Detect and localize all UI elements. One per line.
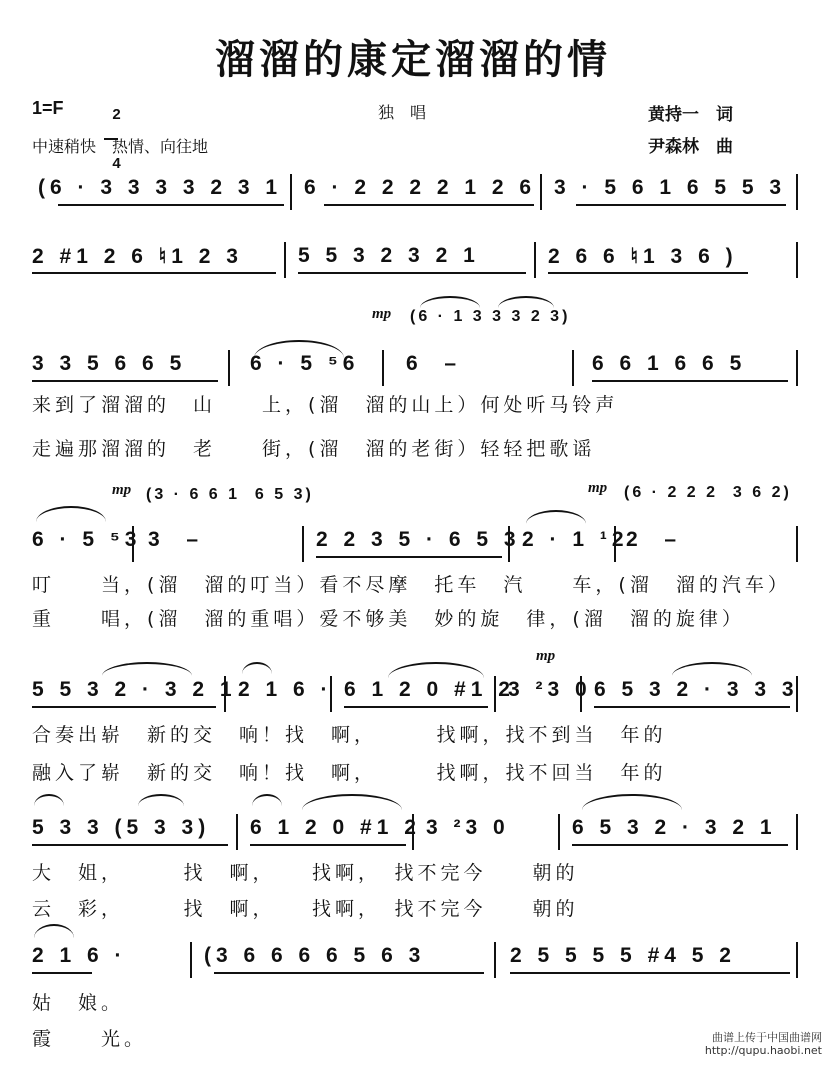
- barline: [302, 526, 304, 562]
- beam-line: [324, 204, 534, 206]
- staff-system-2: [32, 236, 798, 282]
- lyrics-6-verse-1: 大 姐， 找 啊， 找啊， 找不完今 朝的: [32, 862, 579, 884]
- barline: [290, 174, 292, 210]
- grace-phrase: (3 · 6 6 1 6 5 3): [146, 486, 314, 503]
- barline: [236, 814, 238, 850]
- measure-1-1: (6 · 3 3 3 3 2 3 1: [38, 176, 283, 199]
- performance-mode: 独 唱: [378, 103, 427, 122]
- measure-1-2: 6 · 2 2 2 2 1 2 6: [304, 176, 537, 199]
- lyrics-4-verse-2: 重 唱，(溜 溜的重唱）爱不够美 妙的旋 律，(溜 溜的旋律）: [32, 608, 745, 630]
- measure-3-1: 3 3 5 6 6 5: [32, 352, 187, 375]
- measure-7-3: 2 5 5 5 5 #4 5 2: [510, 944, 736, 967]
- beam-line: [592, 380, 788, 382]
- measure-6-3: 3 ²3 0: [426, 816, 510, 839]
- staff-system-7: [32, 936, 798, 982]
- measure-2-1: 2 #1 2 6 ♮1 2 3: [32, 245, 243, 268]
- key-signature: 1=F: [32, 98, 64, 118]
- beam-line: [344, 706, 488, 708]
- barline: [796, 676, 798, 712]
- slur: [582, 794, 682, 810]
- dynamic-mp: mp: [372, 306, 392, 322]
- slur: [34, 794, 64, 806]
- barline: [494, 676, 496, 712]
- barline: [796, 350, 798, 386]
- lyrics-6-verse-2: 云 彩， 找 啊， 找啊， 找不完今 朝的: [32, 898, 579, 920]
- barline: [796, 242, 798, 278]
- lyrics-4-verse-1: 叮 当，(溜 溜的叮当）看不尽摩 托车 汽 车，(溜 溜的汽车）: [32, 574, 791, 596]
- time-signature: [104, 92, 121, 171]
- time-signature-bottom: 4: [112, 155, 121, 172]
- beam-line: [250, 844, 406, 846]
- staff-system-6: [32, 808, 798, 854]
- staff-system-5: [32, 670, 798, 716]
- barline: [534, 242, 536, 278]
- barline: [796, 526, 798, 562]
- barline: [382, 350, 384, 386]
- grace-phrase: (6 · 1 3 3 3 2 3): [410, 308, 571, 325]
- barline: [284, 242, 286, 278]
- lyrics-3-verse-1: 来到了溜溜的 山 上，(溜 溜的山上）何处听马铃声: [32, 394, 619, 416]
- measure-5-3: 6 1 2 0 #1 2: [344, 678, 515, 701]
- lyrics-7-verse-2: 霞 光。: [32, 1028, 148, 1050]
- measure-5-5: 6 5 3 2 · 3 3 3: [594, 678, 799, 701]
- barline: [580, 676, 582, 712]
- grace-phrase: (6 · 2 2 2 3 6 2): [624, 484, 792, 501]
- lyricist-credit: 黄持一 词: [648, 105, 733, 125]
- barline: [540, 174, 542, 210]
- site-watermark: [705, 1031, 822, 1057]
- beam-line: [32, 272, 276, 274]
- watermark-line-1: 曲谱上传于中国曲谱网: [712, 1031, 822, 1044]
- staff-system-4: [32, 520, 798, 566]
- slur: [526, 510, 586, 524]
- lyrics-3-verse-2: 走遍那溜溜的 老 街，(溜 溜的老街）轻轻把歌谣: [32, 438, 596, 460]
- lyrics-5-verse-2: 融入了崭 新的交 响！找 啊， 找啊，找不回当 年的: [32, 762, 667, 784]
- slur: [254, 340, 344, 358]
- dynamic-mp: mp: [536, 648, 556, 664]
- beam-line: [214, 972, 484, 974]
- measure-5-1: 5 5 3 2 · 3 2 1: [32, 678, 237, 701]
- watermark-line-2: http://qupu.haobi.net: [704, 1044, 822, 1057]
- measure-7-1: 2 1 6 ·: [32, 944, 127, 967]
- dynamic-mp: mp: [588, 480, 608, 496]
- slur: [34, 924, 74, 938]
- dynamic-mp: mp: [112, 482, 132, 498]
- slur: [252, 794, 282, 806]
- measure-6-4: 6 5 3 2 · 3 2 1: [572, 816, 777, 839]
- barline: [796, 174, 798, 210]
- barline: [190, 942, 192, 978]
- measure-4-5: 2 –: [626, 528, 682, 551]
- barline: [412, 814, 414, 850]
- barline: [224, 676, 226, 712]
- measure-4-4: 2 · 1 ¹2: [522, 528, 629, 551]
- beam-line: [548, 272, 748, 274]
- beam-line: [58, 204, 284, 206]
- slur: [420, 296, 480, 308]
- composer-credit: 尹森林 曲: [648, 137, 733, 157]
- beam-line: [316, 556, 502, 558]
- beam-line: [32, 380, 218, 382]
- time-signature-top: 2: [112, 106, 121, 123]
- beam-line: [576, 204, 786, 206]
- beam-line: [298, 272, 526, 274]
- beam-line: [32, 972, 92, 974]
- barline: [614, 526, 616, 562]
- slur: [36, 506, 106, 522]
- slur: [302, 794, 402, 810]
- measure-4-1: 6 · 5 ⁵3: [32, 528, 142, 551]
- staff-system-3: [32, 344, 798, 390]
- measure-4-2: 3 –: [148, 528, 204, 551]
- beam-line: [572, 844, 788, 846]
- measure-5-4: 3 ²3 0: [508, 678, 592, 701]
- barline: [494, 942, 496, 978]
- slur: [388, 662, 484, 678]
- slur: [102, 662, 192, 676]
- measure-3-4: 6 6 1 6 6 5: [592, 352, 747, 375]
- barline: [508, 526, 510, 562]
- staff-system-1: [32, 168, 798, 214]
- beam-line: [594, 706, 790, 708]
- beam-line: [32, 844, 228, 846]
- slur: [672, 662, 752, 676]
- song-title: 溜溜的康定溜溜的情: [215, 36, 611, 83]
- tempo-marking: 中速稍快 热情、向往地: [32, 137, 209, 156]
- lyrics-7-verse-1: 姑 娘。: [32, 992, 125, 1014]
- lyrics-5-verse-1: 合奏出崭 新的交 响！找 啊， 找啊，找不到当 年的: [32, 724, 667, 746]
- measure-2-2: 5 5 3 2 3 2 1: [298, 244, 480, 267]
- measure-1-3: 3 · 5 6 1 6 5 5 3: [554, 176, 787, 199]
- barline: [796, 814, 798, 850]
- barline: [796, 942, 798, 978]
- barline: [330, 676, 332, 712]
- measure-3-2: 6 · 5 ⁵6: [250, 352, 360, 375]
- slur: [138, 794, 184, 806]
- measure-7-2: (3 6 6 6 6 5 6 3: [204, 944, 426, 967]
- beam-line: [32, 706, 216, 708]
- barline: [228, 350, 230, 386]
- measure-5-2: 2 1 6 ·: [238, 678, 333, 701]
- slur: [498, 296, 554, 308]
- barline: [558, 814, 560, 850]
- barline: [132, 526, 134, 562]
- measure-6-2: 6 1 2 0 #1 2: [250, 816, 421, 839]
- measure-3-3: 6 –: [406, 352, 462, 375]
- barline: [572, 350, 574, 386]
- measure-6-1: 5 3 3 (5 3 3): [32, 816, 211, 839]
- beam-line: [510, 972, 790, 974]
- slur: [242, 662, 272, 674]
- measure-2-3: 2 6 6 ♮1 3 6 ): [548, 245, 738, 268]
- measure-4-3: 2 2 3 5 · 6 5 3: [316, 528, 521, 551]
